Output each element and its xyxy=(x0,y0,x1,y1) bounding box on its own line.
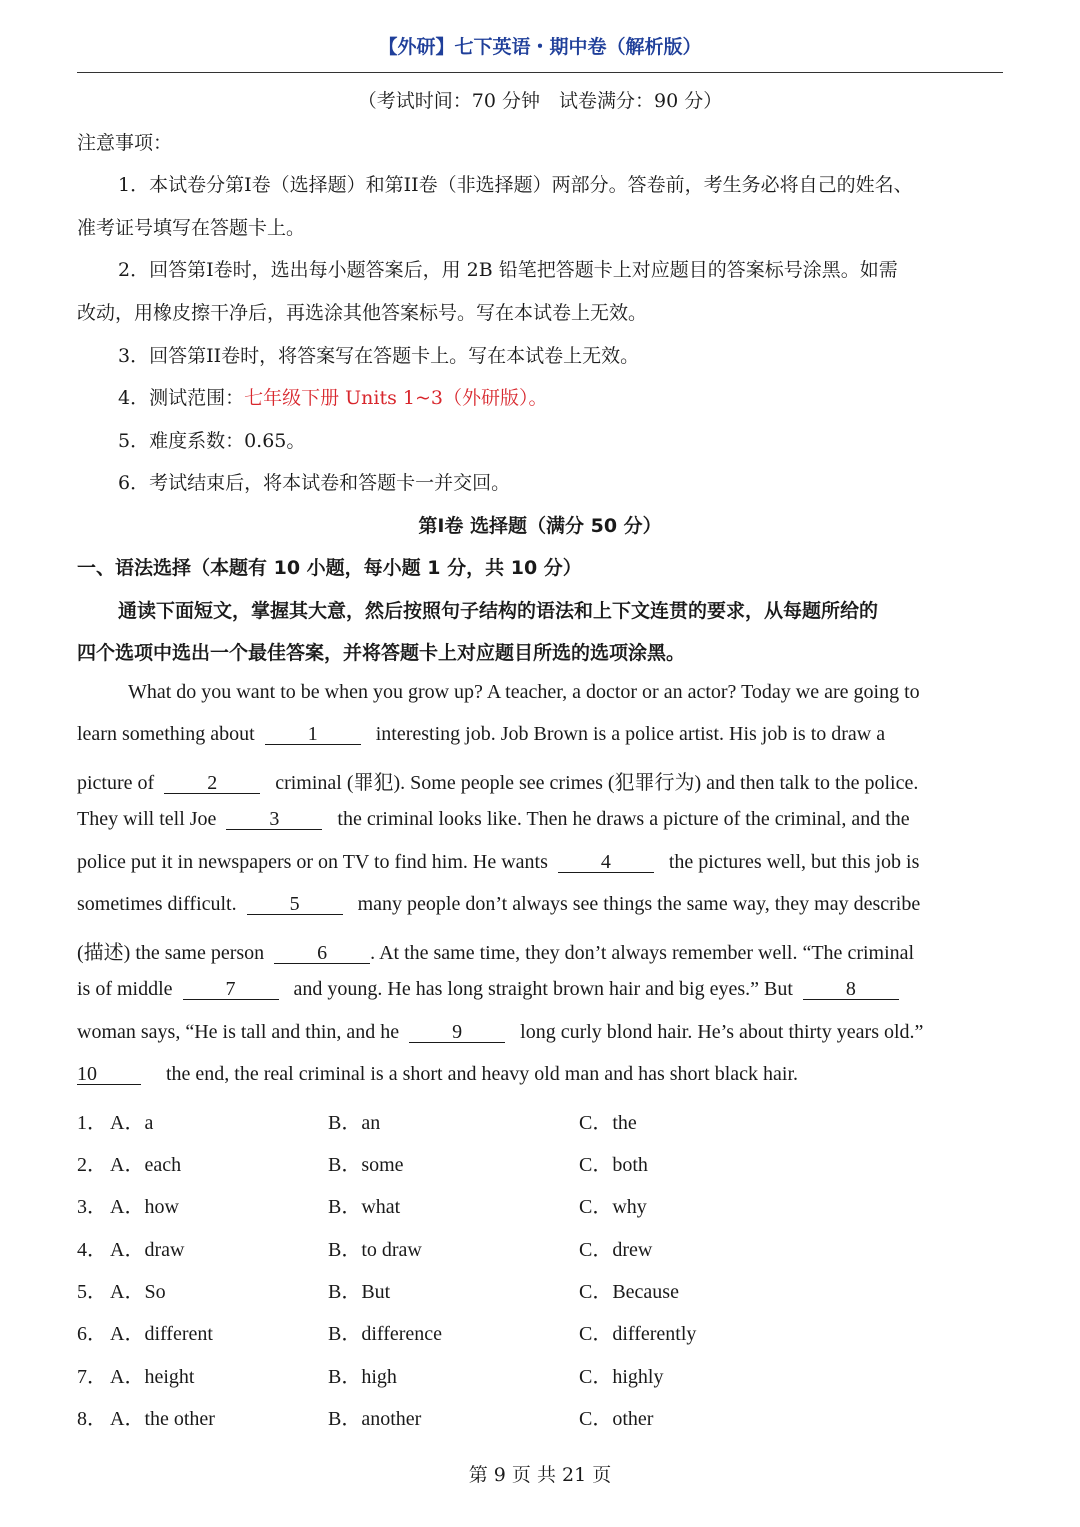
option-c: C．drew xyxy=(579,1239,653,1261)
option-a: A．height xyxy=(110,1366,195,1388)
question-row xyxy=(77,1275,1007,1305)
passage-text: woman says, “He is tall and thin, and he xyxy=(77,1021,400,1043)
blank-7: 7 xyxy=(183,979,279,1000)
option-b: B．some xyxy=(328,1154,404,1176)
notice-item-1a: 1．本试卷分第I卷（选择题）和第II卷（非选择题）两部分。答卷前，考生务必将自己的姓名、 xyxy=(118,174,913,196)
notice-item-4 xyxy=(118,383,547,410)
blank-2: 2 xyxy=(164,773,260,794)
passage-text: and young. He has long straight brown hair and big eyes.” But xyxy=(293,978,793,1000)
option-c: C．both xyxy=(579,1154,648,1176)
question-number: 3． xyxy=(77,1196,107,1218)
notice-item-4-label: 4．测试范围： xyxy=(118,387,245,409)
passage-text: (描述) the same person xyxy=(77,942,265,964)
option-a: A．how xyxy=(110,1196,179,1218)
blank-5: 5 xyxy=(247,894,343,915)
passage-text: police put it in newspapers or on TV to find him. He wants xyxy=(77,851,548,873)
passage-line-10 xyxy=(77,1063,798,1086)
notice-item-2b: 改动，用橡皮擦干净后，再选涂其他答案标号。写在本试卷上无效。 xyxy=(77,302,648,324)
question-row xyxy=(77,1190,1007,1220)
passage-text: They will tell Joe xyxy=(77,808,217,830)
blank-10: 10 xyxy=(77,1064,141,1085)
notice-heading: 注意事项： xyxy=(77,132,173,154)
passage-text: interesting job. Job Brown is a police artist. His job is to draw a xyxy=(375,723,886,745)
passage-text: the end, the real criminal is a short and heavy old man and has short black hair. xyxy=(166,1063,799,1085)
option-b: B．an xyxy=(328,1112,381,1134)
notice-item-6: 6．考试结束后，将本试卷和答题卡一并交回。 xyxy=(118,472,511,494)
blank-3: 3 xyxy=(226,809,322,830)
question-row xyxy=(77,1148,1007,1178)
passage-text: many people don’t always see things the same way, they may describe xyxy=(357,893,921,915)
option-b: B．another xyxy=(328,1408,422,1430)
test-scope: 七年级下册 Units 1~3（外研版）。 xyxy=(244,387,548,409)
passage-text: picture of xyxy=(77,772,155,794)
section-title: 第I卷 选择题（满分 50 分） xyxy=(418,515,662,537)
header-divider xyxy=(77,72,1003,73)
passage-text: long curly blond hair. He’s about thirty years old.” xyxy=(520,1021,924,1043)
passage-text: learn something about xyxy=(77,723,255,745)
option-b: B．high xyxy=(328,1366,397,1388)
notice-item-3: 3．回答第II卷时，将答案写在答题卡上。写在本试卷上无效。 xyxy=(118,345,640,367)
passage-line-3 xyxy=(77,766,918,795)
blank-6: 6 xyxy=(274,943,370,964)
passage-text: the criminal looks like. Then he draws a picture of the criminal, and the xyxy=(337,808,910,830)
option-c: C．Because xyxy=(579,1281,679,1303)
question-row xyxy=(77,1233,1007,1263)
passage-text: . At the same time, they don’t always remember well. “The criminal xyxy=(370,942,915,964)
option-a: A．each xyxy=(110,1154,182,1176)
blank-9: 9 xyxy=(409,1022,505,1043)
option-b: B．what xyxy=(328,1196,401,1218)
option-c: C．the xyxy=(579,1112,637,1134)
passage-text: criminal (罪犯). Some people see crimes (犯罪行为) and then talk to the police. xyxy=(275,772,919,794)
passage-line-6 xyxy=(77,893,920,916)
passage-line-8 xyxy=(77,978,899,1001)
option-b: B．But xyxy=(328,1281,391,1303)
passage-line-1: What do you want to be when you grow up? A teacher, a doctor or an actor? Today we are going to xyxy=(128,681,920,703)
instruction-a: 通读下面短文，掌握其大意，然后按照句子结构的语法和上下文连贯的要求，从每题所给的 xyxy=(118,600,879,622)
passage-line-2 xyxy=(77,723,885,746)
notice-item-5: 5．难度系数：0.65。 xyxy=(118,430,306,452)
notice-item-1b: 准考证号填写在答题卡上。 xyxy=(77,217,306,239)
option-c: C．other xyxy=(579,1408,654,1430)
option-a: A．the other xyxy=(110,1408,215,1430)
question-number: 8． xyxy=(77,1408,107,1430)
page-number: 第 9 页 共 21 页 xyxy=(468,1464,612,1486)
exam-info: （考试时间：70 分钟 试卷满分：90 分） xyxy=(357,90,723,112)
question-number: 7． xyxy=(77,1366,107,1388)
passage-line-9 xyxy=(77,1021,923,1044)
notice-item-2a: 2．回答第I卷时，选出每小题答案后，用 2B 铅笔把答题卡上对应题目的答案标号涂黑。如需 xyxy=(118,259,898,281)
option-a: A．different xyxy=(110,1323,213,1345)
blank-4: 4 xyxy=(558,852,654,873)
question-number: 6． xyxy=(77,1323,107,1345)
question-number: 4． xyxy=(77,1239,107,1261)
passage-line-4 xyxy=(77,808,910,831)
document-title: 【外研】七下英语・期中卷（解析版） xyxy=(378,36,702,58)
passage-text: the pictures well, but this job is xyxy=(668,851,920,873)
question-row xyxy=(77,1106,1007,1136)
option-b: B．difference xyxy=(328,1323,443,1345)
question-row xyxy=(77,1360,1007,1390)
instruction-b: 四个选项中选出一个最佳答案，并将答题卡上对应题目所选的选项涂黑。 xyxy=(77,642,686,664)
option-a: A．a xyxy=(110,1112,154,1134)
question-number: 1． xyxy=(77,1112,107,1134)
passage-text: sometimes difficult. xyxy=(77,893,237,915)
passage-text: is of middle xyxy=(77,978,173,1000)
option-a: A．draw xyxy=(110,1239,185,1261)
option-b: B．to draw xyxy=(328,1239,422,1261)
blank-1: 1 xyxy=(265,724,361,745)
passage-line-5 xyxy=(77,851,919,874)
option-c: C．highly xyxy=(579,1366,664,1388)
option-a: A．So xyxy=(110,1281,166,1303)
part-title: 一、语法选择（本题有 10 小题，每小题 1 分，共 10 分） xyxy=(77,557,582,579)
question-row xyxy=(77,1317,1007,1347)
question-number: 5． xyxy=(77,1281,107,1303)
option-c: C．why xyxy=(579,1196,647,1218)
question-row xyxy=(77,1402,1007,1432)
option-c: C．differently xyxy=(579,1323,697,1345)
question-number: 2． xyxy=(77,1154,107,1176)
passage-line-7 xyxy=(77,936,914,965)
blank-8: 8 xyxy=(803,979,899,1000)
